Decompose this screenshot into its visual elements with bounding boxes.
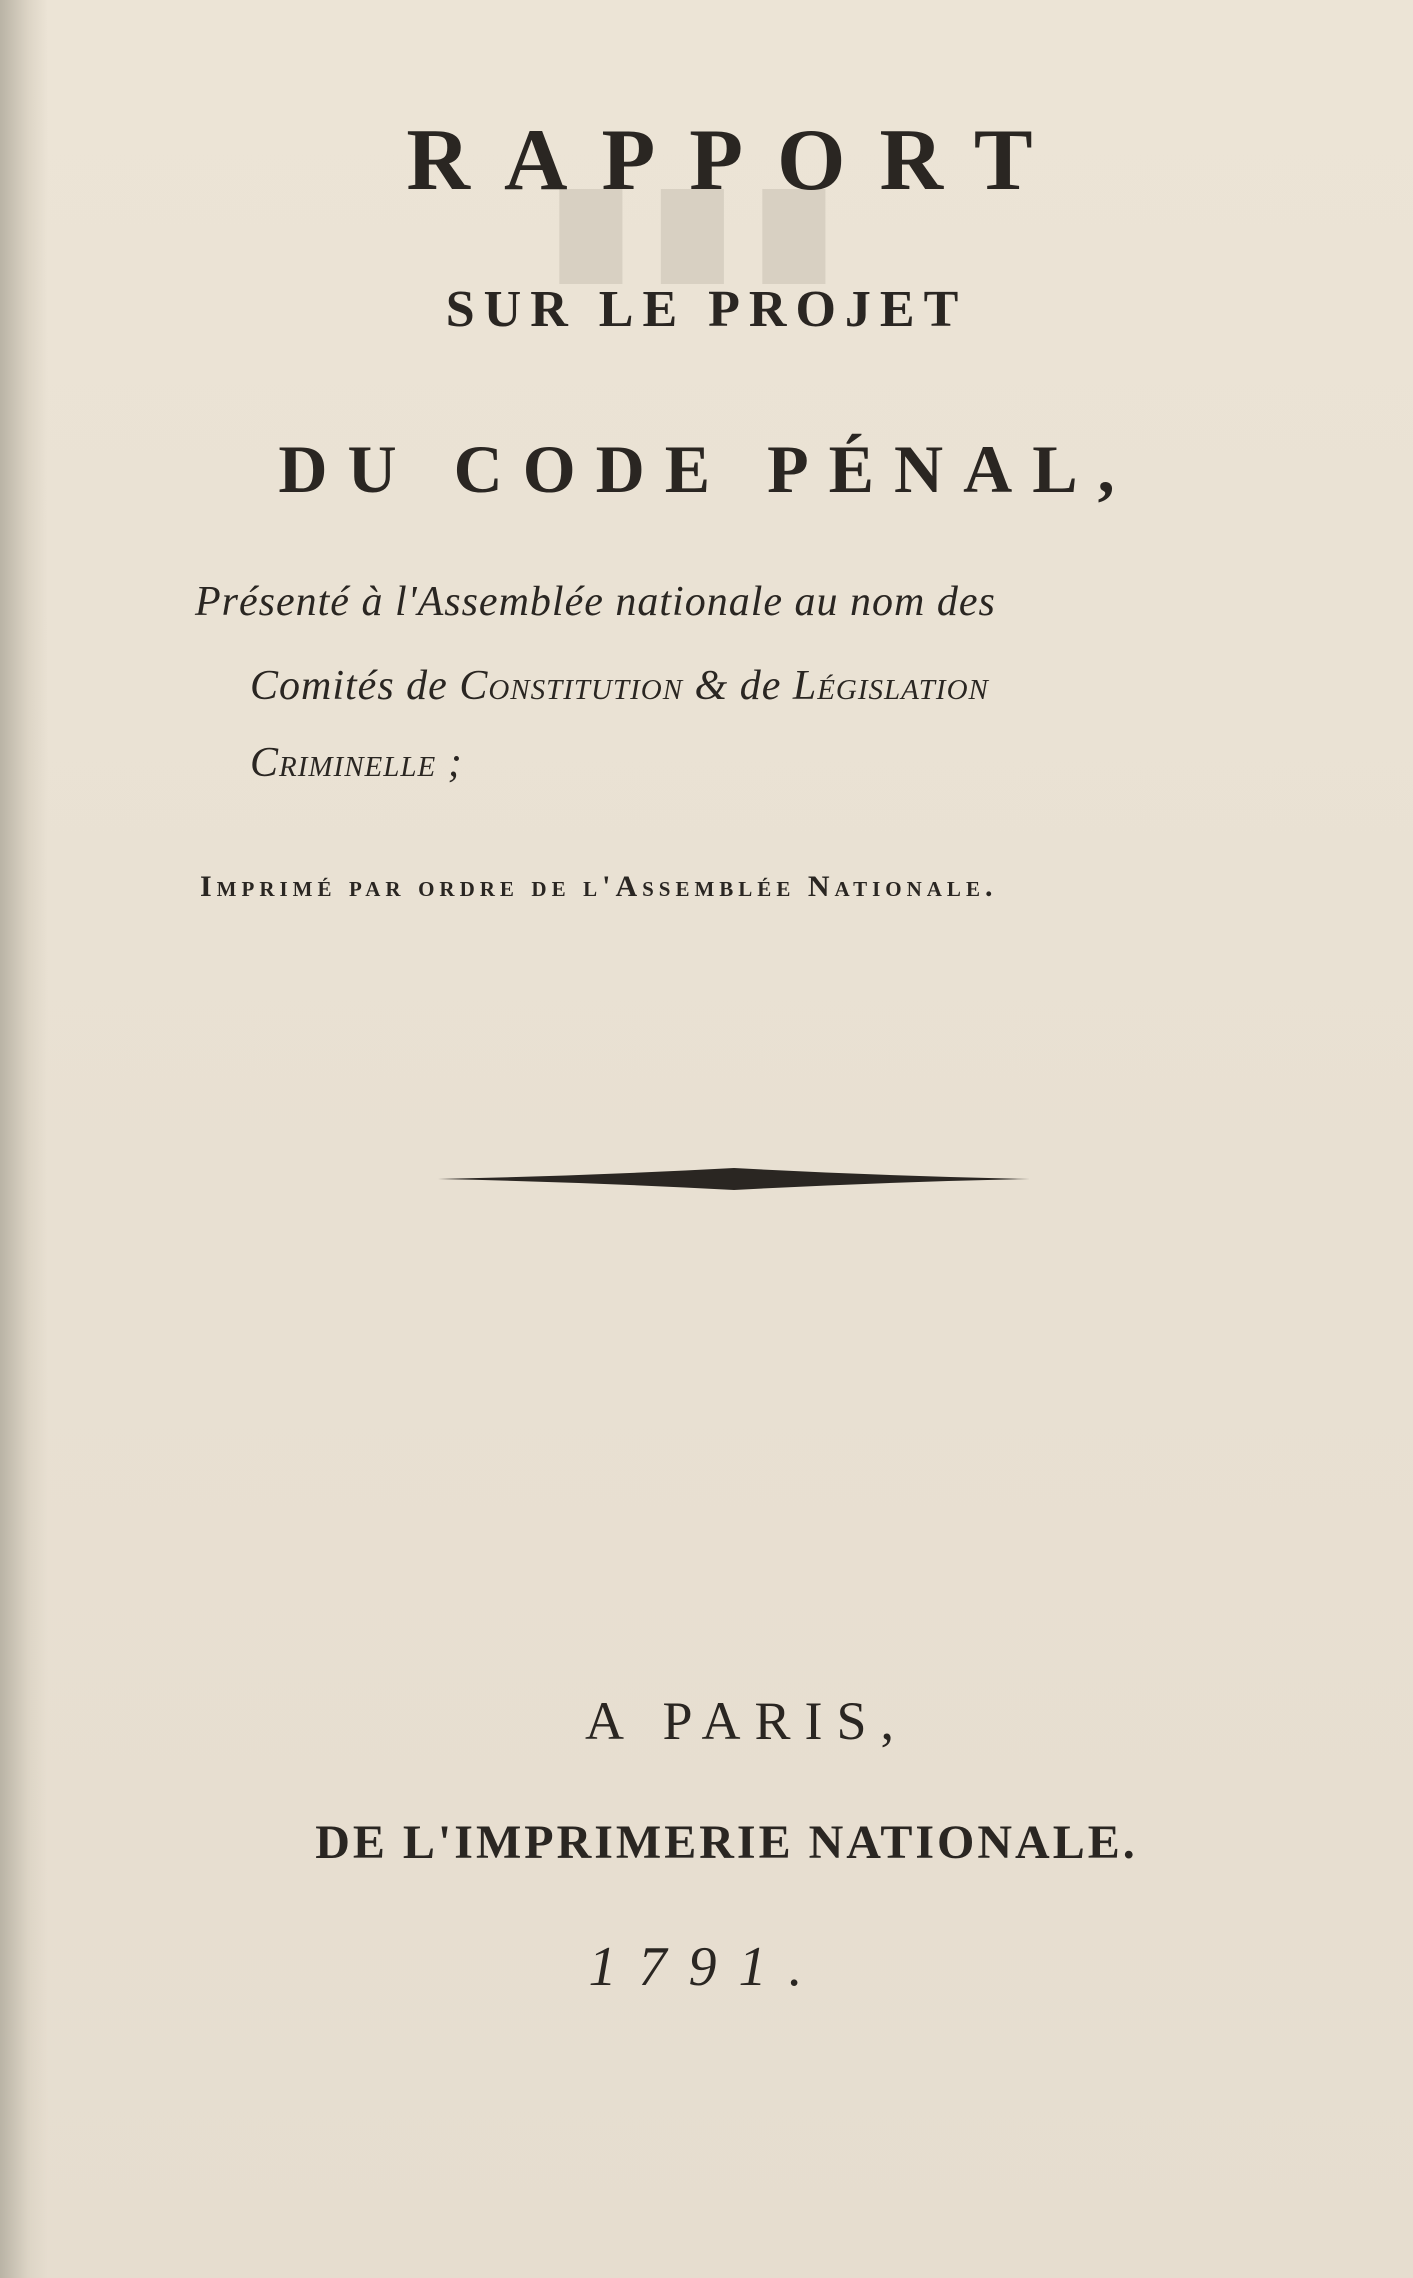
document-subtitle-1: SUR LE PROJET	[445, 281, 968, 338]
document-subtitle-2: DU CODE PÉNAL,	[278, 431, 1135, 507]
presentation-note	[195, 560, 1255, 798]
presentation-line-3: Criminelle ;	[250, 740, 463, 786]
printed-by-order: Imprimé par ordre de l'Assemblée Nationale.	[200, 870, 998, 903]
show-through: ███	[560, 190, 865, 283]
presentation-line-1: Présenté à l'Assemblée nationale au nom des	[195, 579, 996, 625]
imprint-place: A PARIS,	[584, 1691, 909, 1751]
document-title: RAPPORT	[406, 112, 1067, 209]
presentation-text-and: & de	[683, 663, 793, 709]
presentation-text-committees: Comités de	[250, 663, 460, 709]
presentation-text-legislation: Législation	[792, 663, 989, 709]
imprint-year: 1791.	[588, 1936, 825, 1998]
presentation-text-constitution: Constitution	[459, 663, 684, 709]
ornamental-rule	[438, 1166, 1030, 1192]
presentation-line-2	[195, 644, 1255, 728]
imprint-printer: DE L'IMPRIMERIE NATIONALE.	[315, 1816, 1138, 1869]
